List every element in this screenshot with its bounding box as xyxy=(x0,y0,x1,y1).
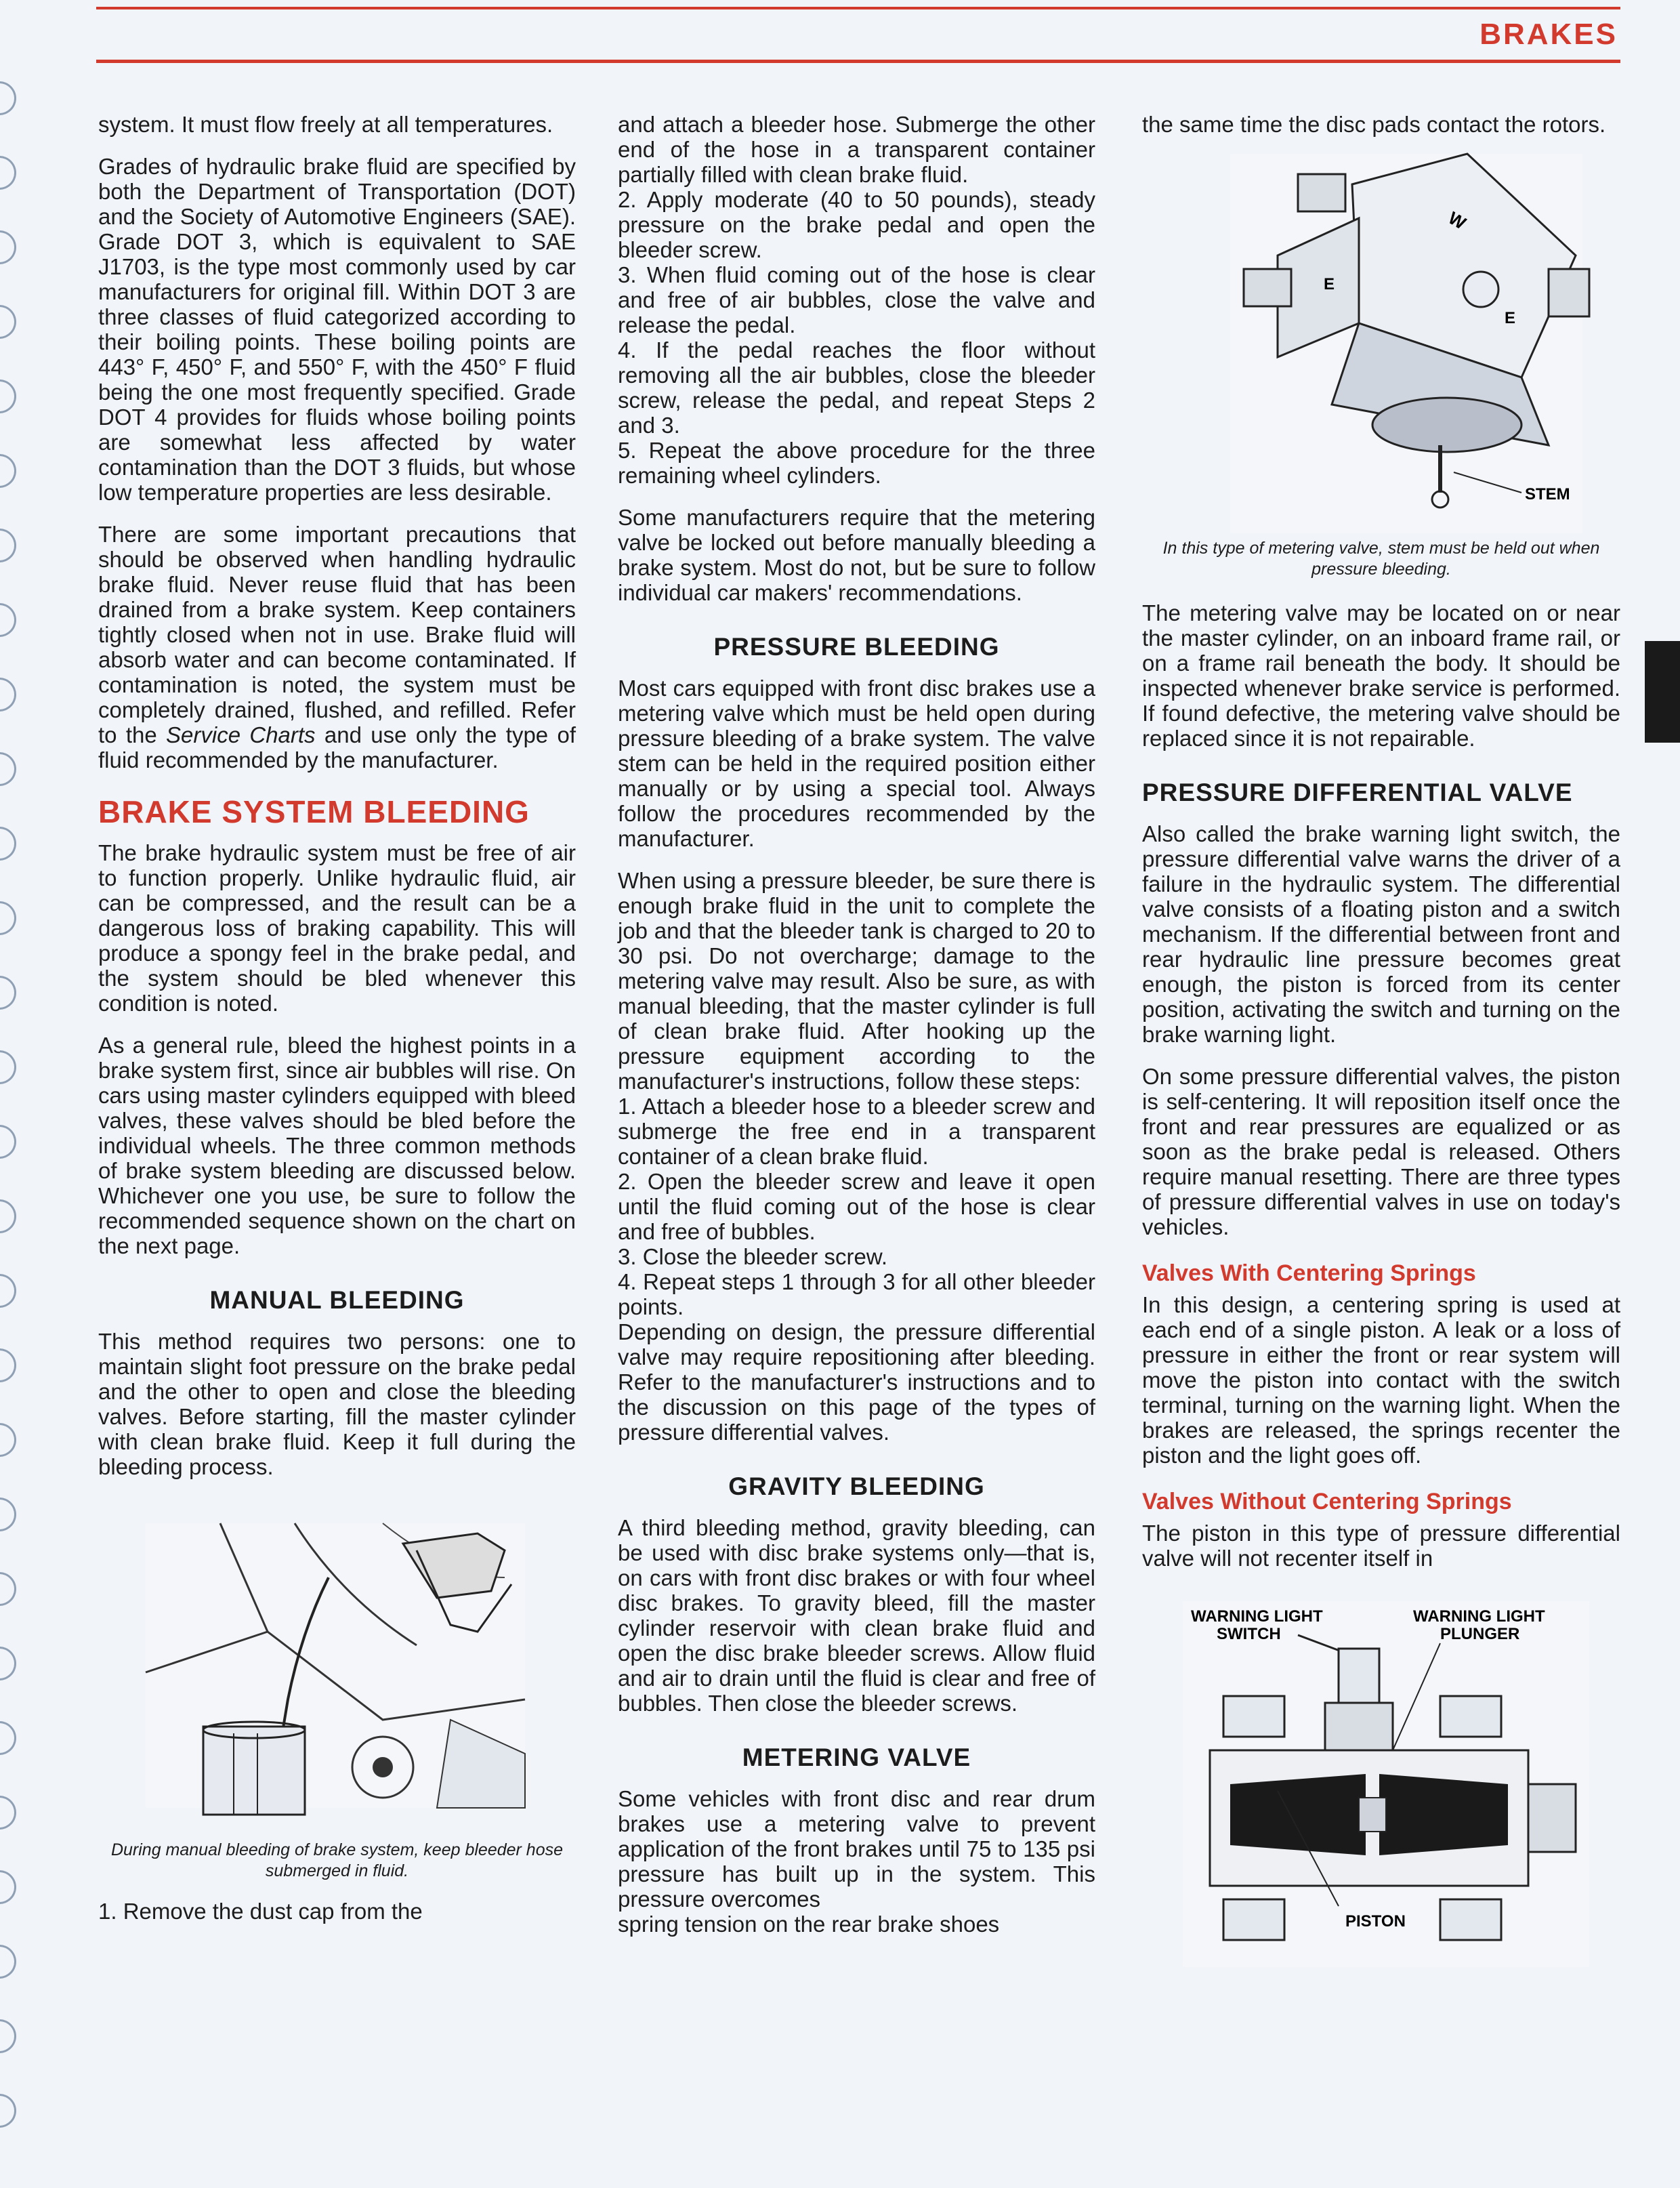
paragraph: Depending on design, the pressure differential valve may require repositioning after bleeding. Refer to the manufacturer's instructions and to the discussion on this page of the types of pressure differential valves. xyxy=(618,1319,1095,1445)
paragraph: When using a pressure bleeder, be sure there is enough brake fluid in the unit to complete the job and that the bleeder tank is charged to 20 to 30 psi. Do not overcharge; damage to the metering valve may result. Also be sure, as with manual bleeding, that the master cylinder is full of clean brake fluid. After hooking up the pressure equipment according to the manufacturer's instructions, follow these steps: xyxy=(618,868,1095,1094)
heading-gravity-bleeding: GRAVITY BLEEDING xyxy=(728,1472,985,1500)
manual-bleeding-illustration xyxy=(98,1496,576,1835)
paragraph: Most cars equipped with front disc brakes use a metering valve which must be held open during pressure bleeding of a brake system. The valve stem can be held in the required position either manually or by using a special tool. Always follow the procedures recommended by the manufacturer. xyxy=(618,676,1095,851)
label-mark-e: E xyxy=(1324,275,1335,293)
metering-valve-illustration xyxy=(1142,154,1620,533)
label-piston: PISTON xyxy=(1345,1912,1406,1931)
paragraph: the same time the disc pads contact the rotors. xyxy=(1142,112,1606,137)
thumb-index-tab xyxy=(1645,641,1680,743)
step-3: 3. When fluid coming out of the hose is clear and free of air bubbles, close the valve and release the pedal. xyxy=(618,262,1095,337)
metering-valve-figure xyxy=(1142,154,1620,580)
cut-off-line: spring tension on the rear brake shoes xyxy=(618,1912,1000,1937)
paragraph: On some pressure differential valves, the piston is self-centering. It will reposition itself once the front and rear pressures are equalized or as soon as the brake pedal is released. Others require manual resetting. There are three types of pressure differential valves in use on today's vehicles. xyxy=(1142,1064,1620,1239)
spiral-binding xyxy=(0,0,27,2188)
paragraph: and attach a bleeder hose. Submerge the other end of the hose in a transparent container partially filled with clean brake fluid. xyxy=(618,112,1095,187)
paragraph: system. It must flow freely at all temperatures. xyxy=(98,112,553,137)
label-mark-w: W xyxy=(1445,207,1470,234)
label-warning-light-switch: SWITCH xyxy=(1217,1625,1281,1643)
label-warning-light-plunger: PLUNGER xyxy=(1440,1625,1520,1643)
heading-pressure-bleeding: PRESSURE BLEEDING xyxy=(713,633,1000,661)
heading-valves-without-centering-springs: Valves Without Centering Springs xyxy=(1142,1489,1512,1514)
figure-caption: In this type of metering valve, stem must be held out when pressure bleeding. xyxy=(1162,539,1600,579)
heading-brake-system-bleeding: BRAKE SYSTEM BLEEDING xyxy=(98,794,530,829)
pressure-step-3: 3. Close the bleeder screw. xyxy=(618,1244,888,1269)
figure-caption: During manual bleeding of brake system, keep bleeder hose submerged in fluid. xyxy=(110,1840,564,1880)
heading-manual-bleeding: MANUAL BLEEDING xyxy=(209,1286,465,1314)
header-bottom-rule xyxy=(96,60,1620,63)
heading-valves-with-centering-springs: Valves With Centering Springs xyxy=(1142,1260,1476,1286)
heading-pressure-differential-valve: PRESSURE DIFFERENTIAL VALVE xyxy=(1142,779,1573,806)
paragraph: A third bleeding method, gravity bleeding, can be used with disc brake systems only—that is, on cars with front disc brakes or with four wheel disc brakes. To gravity bleed, fill the master cylinder reservoir with clean brake fluid and open the disc brake bleeder screws. Allow fluid and air to drain until the fluid is clear and free of bubbles. Then close the bleeder screws. xyxy=(618,1515,1095,1716)
heading-metering-valve: METERING VALVE xyxy=(742,1743,971,1771)
manual-bleeding-figure xyxy=(98,1496,576,1882)
paragraph: The piston in this type of pressure differential valve will not recenter itself in xyxy=(1142,1521,1620,1571)
paragraph: The metering valve may be located on or near the master cylinder, on an inboard frame rail, or on a frame rail beneath the body. It should be inspected whenever brake service is performed. If found defective, the metering valve should be replaced since it is not repairable. xyxy=(1142,600,1620,751)
pressure-step-1: 1. Attach a bleeder hose to a bleeder screw and submerge the free end in a transparent container of a clean brake fluid. xyxy=(618,1094,1095,1169)
paragraph: The brake hydraulic system must be free of air to function properly. Unlike hydraulic fluid, air can be compressed, and the result can be a dangerous loss of braking capability. This will produce a spongy feel in the brake pedal, and the system should be bled whenever this condition is noted. xyxy=(98,840,576,1016)
paragraph: As a general rule, bleed the highest points in a brake system first, since air bubbles will rise. On cars using master cylinders equipped with bleed valves, these valves should be bled before the individual wheels. The three common methods of brake system bleeding are discussed below. Whichever one you use, be sure to follow the recommended sequence shown on the chart on the next page. xyxy=(98,1033,576,1258)
label-mark-e: E xyxy=(1505,309,1516,327)
section-title: BRAKES xyxy=(1479,18,1618,51)
paragraph: Some vehicles with front disc and rear drum brakes use a metering valve to prevent application of the front brakes until 75 to 135 psi pressure has built up in the system. This pressure overcomes xyxy=(618,1786,1095,1912)
cut-off-line: 1. Remove the dust cap from the xyxy=(98,1899,423,1924)
step-4: 4. If the pedal reaches the floor without removing all the air bubbles, close the bleeder screw, release the pedal, and repeat Steps 2 and 3. xyxy=(618,337,1095,438)
paragraph: There are some important precautions that should be observed when handling hydraulic brake fluid. Never reuse fluid that has been drained from a brake system. Keep containers tightly closed when not in use. Brake fluid will absorb water and can become contaminated. If contamination is noted, the system must be completely drained, flushed, and refilled. Refer to the Service Charts and use only the type of fluid recommended by the manufacturer. xyxy=(98,522,576,772)
column-3 xyxy=(1142,112,1620,1972)
step-5: 5. Repeat the above procedure for the three remaining wheel cylinders. xyxy=(618,438,1095,488)
paragraph: Grades of hydraulic brake fluid are specified by both the Department of Transportation (DOT) and the Society of Automotive Engineers (SAE). Grade DOT 3, which is equivalent to SAE J1703, is the type most commonly used by car manufacturers for original fill. Within DOT 3 are three classes of fluid categorized according to their boiling points. These boiling points are 443° F, 450° F, and 550° F, with the 450° F fluid being the one most frequently specified. Grade DOT 4 provides for fluids whose boiling points are somewhat less affected by water contamination than the DOT 3 fluids, but whose low temperature properties are less desirable. xyxy=(98,154,576,505)
pressure-differential-illustration xyxy=(1142,1588,1620,1967)
column-1 xyxy=(98,112,576,1924)
label-stem: STEM xyxy=(1525,485,1570,503)
label-warning-light-switch: WARNING LIGHT xyxy=(1191,1607,1323,1626)
pressure-step-4: 4. Repeat steps 1 through 3 for all other bleeder points. xyxy=(618,1269,1095,1319)
header-top-rule xyxy=(96,7,1620,9)
paragraph: Some manufacturers require that the metering valve be locked out before manually bleeding a brake system. Most do not, but be sure to follow individual car makers' recommendations. xyxy=(618,505,1095,605)
paragraph: This method requires two persons: one to maintain slight foot pressure on the brake pedal and the other to open and close the bleeding valves. Before starting, fill the master cylinder with clean brake fluid. Keep it full during the bleeding process. xyxy=(98,1329,576,1479)
label-warning-light-plunger: WARNING LIGHT xyxy=(1413,1607,1545,1626)
step-2: 2. Apply moderate (40 to 50 pounds), steady pressure on the brake pedal and open the bleeder screw. xyxy=(618,187,1095,262)
pressure-differential-figure xyxy=(1142,1588,1620,1972)
column-2 xyxy=(618,112,1095,1937)
service-charts-reference: Service Charts xyxy=(166,722,316,747)
pressure-step-2: 2. Open the bleeder screw and leave it open until the fluid coming out of the hose is clear and free of bubbles. xyxy=(618,1169,1095,1244)
paragraph: Also called the brake warning light switch, the pressure differential valve warns the driver of a failure in the hydraulic system. The differential valve consists of a floating piston and a switch mechanism. If the differential between front and rear hydraulic line pressure becomes great enough, the piston is forced from its center position, activating the switch and turning on the brake warning light. xyxy=(1142,821,1620,1047)
paragraph: In this design, a centering spring is used at each end of a single piston. A leak or a loss of pressure in either the front or rear system will move the piston into contact with the switch terminal, turning on the warning light. When the brakes are released, the springs recenter the piston and the light goes off. xyxy=(1142,1292,1620,1468)
